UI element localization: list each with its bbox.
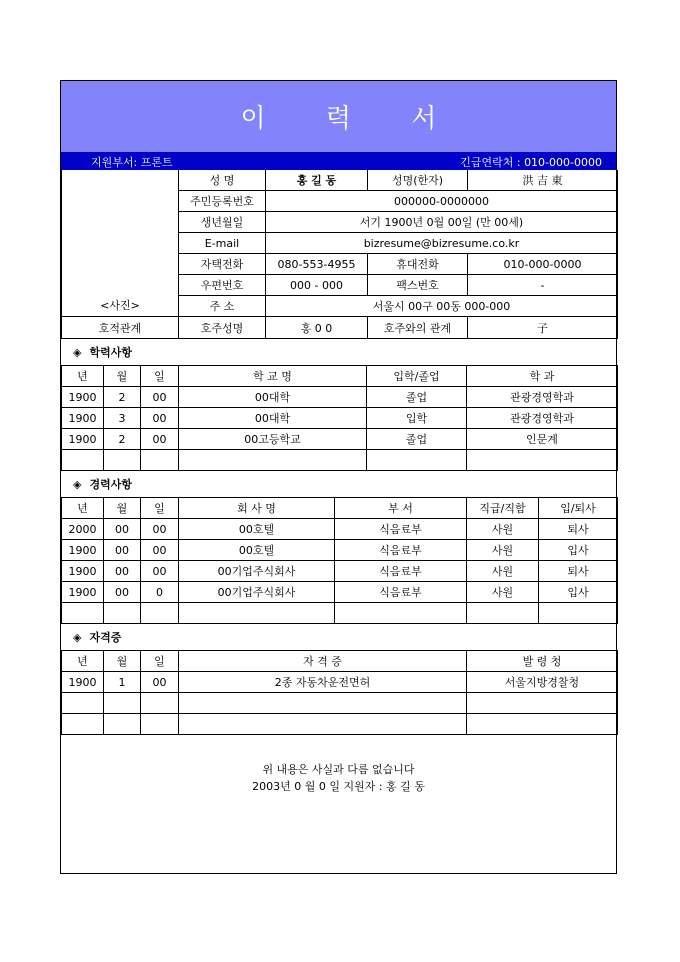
education-cell: 00: [141, 429, 179, 450]
license-table: [61, 650, 618, 735]
education-cell: 1900: [62, 387, 104, 408]
education-cell: 3: [104, 408, 141, 429]
career-cell: 사원: [467, 561, 539, 582]
education-cell: 2: [104, 429, 141, 450]
family-relation-label: 호적관계: [62, 317, 179, 339]
table-row: [62, 561, 618, 582]
table-row: [62, 519, 618, 540]
education-cell: 관광경영학과: [467, 408, 618, 429]
mobile-value: 010-000-0000: [468, 254, 618, 275]
head-name-value: 홍 0 0: [266, 317, 368, 339]
document-title: 이 력 서: [240, 104, 463, 134]
career-header-cell: 회 사 명: [179, 498, 335, 519]
license-cell: [104, 714, 141, 735]
table-row: [62, 714, 618, 735]
home-phone-value: 080-553-4955: [266, 254, 368, 275]
career-cell: 00호텔: [179, 519, 335, 540]
career-cell: 00: [104, 519, 141, 540]
personal-info-table: [61, 170, 618, 339]
address-label: 주 소: [179, 296, 266, 317]
career-cell: [335, 603, 467, 624]
license-header-cell: 월: [104, 651, 141, 672]
footer: [61, 735, 616, 795]
fax-value: -: [468, 275, 618, 296]
hanja-label: 성명(한자): [368, 170, 468, 191]
info-bar: [61, 152, 616, 170]
education-cell: [179, 450, 367, 471]
career-cell: 퇴사: [539, 519, 618, 540]
career-header-row: [62, 498, 618, 519]
emergency-contact-text: 긴급연락처 : 010-000-0000: [460, 156, 602, 169]
photo-label: <사진>: [100, 299, 140, 312]
name-value: 홍 길 동: [266, 170, 368, 191]
diamond-bullet-icon: ◈: [73, 345, 82, 359]
education-cell: 입학: [367, 408, 467, 429]
postal-label: 우편번호: [179, 275, 266, 296]
education-cell: 00대학: [179, 387, 367, 408]
license-header-cell: 년: [62, 651, 104, 672]
career-cell: 식음료부: [335, 561, 467, 582]
department-text: 지원부서: 프론트: [91, 156, 173, 169]
education-cell: 1900: [62, 408, 104, 429]
table-row: [62, 429, 618, 450]
career-cell: 사원: [467, 540, 539, 561]
license-cell: [141, 714, 179, 735]
education-cell: 00고등학교: [179, 429, 367, 450]
career-cell: 00호텔: [179, 540, 335, 561]
table-row: [62, 408, 618, 429]
education-header-cell: 입학/졸업: [367, 366, 467, 387]
career-cell: [62, 603, 104, 624]
footer-statement: 위 내용은 사실과 다름 없습니다: [262, 763, 415, 776]
email-value: bizresume@bizresume.co.kr: [266, 233, 618, 254]
education-header-cell: 월: [104, 366, 141, 387]
education-cell: 1900: [62, 429, 104, 450]
career-cell: 00기업주식회사: [179, 582, 335, 603]
career-header-cell: 직급/직함: [467, 498, 539, 519]
head-relation-value: 子: [468, 317, 618, 339]
career-cell: [539, 603, 618, 624]
education-cell: 관광경영학과: [467, 387, 618, 408]
career-cell: 00: [104, 540, 141, 561]
head-relation-label: 호주와의 관계: [368, 317, 468, 339]
career-header-cell: 월: [104, 498, 141, 519]
fax-label: 팩스번호: [368, 275, 468, 296]
career-cell: 입사: [539, 540, 618, 561]
license-header-cell: 일: [141, 651, 179, 672]
career-section-title: 경력사항: [89, 478, 132, 491]
education-cell: 졸업: [367, 387, 467, 408]
license-section-title: 자격증: [89, 631, 122, 644]
education-section-header: [61, 339, 616, 365]
table-row: [62, 582, 618, 603]
table-row: [62, 603, 618, 624]
career-cell: 입사: [539, 582, 618, 603]
education-header-row: [62, 366, 618, 387]
license-cell: 2종 자동차운전면허: [179, 672, 467, 693]
postal-value: 000 - 000: [266, 275, 368, 296]
diamond-bullet-icon: ◈: [73, 630, 82, 644]
license-cell: [141, 693, 179, 714]
home-phone-label: 자택전화: [179, 254, 266, 275]
career-cell: 00: [104, 582, 141, 603]
career-section-header: [61, 471, 616, 497]
career-cell: 사원: [467, 582, 539, 603]
resume-document: [60, 80, 617, 874]
career-cell: 사원: [467, 519, 539, 540]
education-cell: 졸업: [367, 429, 467, 450]
license-cell: [179, 693, 467, 714]
title-band: [61, 81, 616, 152]
education-cell: 2: [104, 387, 141, 408]
education-cell: 00대학: [179, 408, 367, 429]
education-table: [61, 365, 618, 471]
license-section-header: [61, 624, 616, 650]
career-header-cell: 부 서: [335, 498, 467, 519]
address-value: 서울시 00구 00동 000-000: [266, 296, 618, 317]
career-cell: 식음료부: [335, 519, 467, 540]
table-row: [62, 387, 618, 408]
email-label: E-mail: [179, 233, 266, 254]
career-cell: 2000: [62, 519, 104, 540]
career-header-cell: 년: [62, 498, 104, 519]
license-cell: 서울지방경찰청: [467, 672, 618, 693]
footer-signature: 2003년 0 월 0 일 지원자 : 홍 길 동: [252, 780, 425, 793]
name-label: 성 명: [179, 170, 266, 191]
education-cell: [467, 450, 618, 471]
hanja-value: 洪 吉 東: [468, 170, 618, 191]
education-cell: 00: [141, 387, 179, 408]
education-header-cell: 학 교 명: [179, 366, 367, 387]
resident-label: 주민등록번호: [179, 191, 266, 212]
photo-box: [62, 170, 179, 317]
license-cell: 00: [141, 672, 179, 693]
career-cell: 1900: [62, 561, 104, 582]
career-cell: [104, 603, 141, 624]
license-header-cell: 발 령 청: [467, 651, 618, 672]
license-cell: 1: [104, 672, 141, 693]
table-row: [62, 672, 618, 693]
career-cell: 퇴사: [539, 561, 618, 582]
license-cell: [62, 714, 104, 735]
career-cell: 00: [141, 561, 179, 582]
license-cell: [467, 714, 618, 735]
career-cell: 식음료부: [335, 582, 467, 603]
license-header-cell: 자 격 증: [179, 651, 467, 672]
license-cell: [467, 693, 618, 714]
education-header-cell: 년: [62, 366, 104, 387]
career-cell: 00기업주식회사: [179, 561, 335, 582]
career-cell: 식음료부: [335, 540, 467, 561]
career-cell: 00: [141, 519, 179, 540]
table-row: [62, 693, 618, 714]
career-cell: [179, 603, 335, 624]
education-section-title: 학력사항: [89, 346, 132, 359]
education-header-cell: 학 과: [467, 366, 618, 387]
mobile-label: 휴대전화: [368, 254, 468, 275]
table-row: [62, 450, 618, 471]
career-cell: [141, 603, 179, 624]
career-header-cell: 일: [141, 498, 179, 519]
career-cell: 00: [141, 540, 179, 561]
education-cell: 인문계: [467, 429, 618, 450]
license-cell: [104, 693, 141, 714]
career-cell: 0: [141, 582, 179, 603]
education-cell: [104, 450, 141, 471]
birth-label: 생년월일: [179, 212, 266, 233]
education-cell: 00: [141, 408, 179, 429]
career-header-cell: 입/퇴사: [539, 498, 618, 519]
career-cell: 1900: [62, 582, 104, 603]
education-header-cell: 일: [141, 366, 179, 387]
career-cell: 1900: [62, 540, 104, 561]
diamond-bullet-icon: ◈: [73, 477, 82, 491]
birth-value: 서기 1900년 0월 00일 (만 00세): [266, 212, 618, 233]
career-cell: 00: [104, 561, 141, 582]
license-cell: [179, 714, 467, 735]
career-cell: [467, 603, 539, 624]
education-cell: [367, 450, 467, 471]
career-table: [61, 497, 618, 624]
license-cell: 1900: [62, 672, 104, 693]
education-cell: [141, 450, 179, 471]
license-header-row: [62, 651, 618, 672]
license-cell: [62, 693, 104, 714]
education-cell: [62, 450, 104, 471]
table-row: [62, 540, 618, 561]
resident-value: 000000-0000000: [266, 191, 618, 212]
head-name-label: 호주성명: [179, 317, 266, 339]
